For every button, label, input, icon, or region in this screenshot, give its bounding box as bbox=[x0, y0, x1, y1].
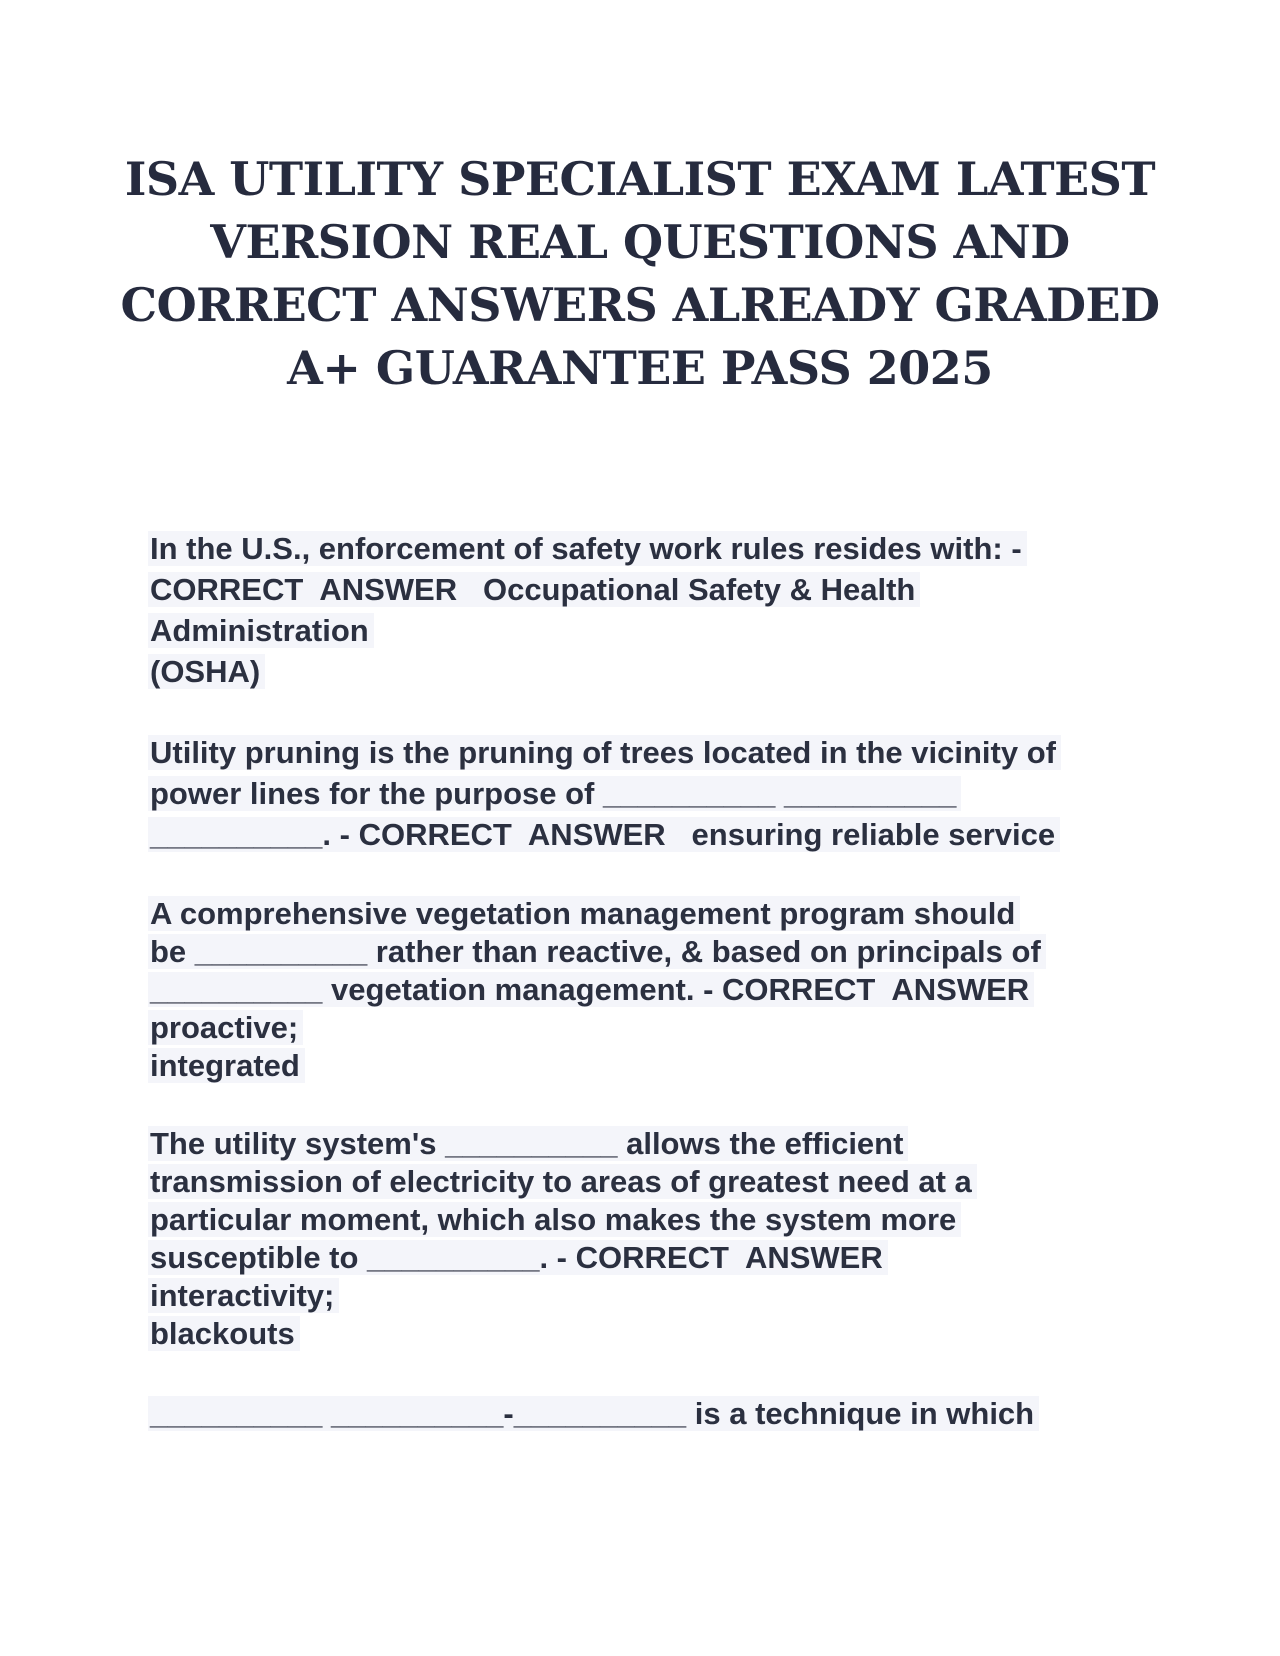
document-title bbox=[120, 148, 1160, 400]
title-line: ISA UTILITY SPECIALIST EXAM LATEST bbox=[124, 152, 1156, 206]
qa-line: interactivity; bbox=[148, 1278, 339, 1313]
qa-line: CORRECT ANSWER Occupational Safety & Health bbox=[148, 572, 920, 607]
qa-line: __________ vegetation management. - CORRECT ANSWER bbox=[148, 972, 1034, 1007]
qa-list bbox=[150, 528, 1150, 1474]
qa-line: proactive; bbox=[148, 1010, 303, 1045]
qa-line: Administration bbox=[148, 613, 374, 648]
qa-item-interactivity bbox=[150, 1125, 1150, 1353]
qa-item-technique bbox=[150, 1393, 1150, 1434]
qa-line: susceptible to __________. - CORRECT ANSWER bbox=[148, 1240, 888, 1275]
qa-line: transmission of electricity to areas of greatest need at a bbox=[148, 1164, 977, 1199]
qa-item-utility-pruning bbox=[150, 732, 1150, 855]
qa-line: particular moment, which also makes the system more bbox=[148, 1202, 961, 1237]
title-line: A+ GUARANTEE PASS 2025 bbox=[287, 341, 993, 395]
qa-line: blackouts bbox=[148, 1316, 300, 1351]
title-line: CORRECT ANSWERS ALREADY GRADED bbox=[120, 278, 1160, 332]
qa-line: integrated bbox=[148, 1048, 305, 1083]
qa-line: __________. - CORRECT ANSWER ensuring reliable service bbox=[148, 817, 1060, 852]
qa-line: __________ __________-__________ is a technique in which bbox=[148, 1396, 1039, 1431]
qa-item-vegetation-management bbox=[150, 895, 1150, 1085]
qa-item-osha bbox=[150, 528, 1150, 692]
qa-line: Utility pruning is the pruning of trees located in the vicinity of bbox=[148, 735, 1061, 770]
qa-line: be __________ rather than reactive, & based on principals of bbox=[148, 934, 1046, 969]
qa-line: In the U.S., enforcement of safety work rules resides with: - bbox=[148, 531, 1027, 566]
title-line: VERSION REAL QUESTIONS AND bbox=[210, 215, 1070, 269]
qa-line: power lines for the purpose of __________ __________ bbox=[148, 776, 961, 811]
qa-line: The utility system's __________ allows the efficient bbox=[148, 1126, 908, 1161]
qa-line: A comprehensive vegetation management program should bbox=[148, 896, 1020, 931]
qa-line: (OSHA) bbox=[148, 654, 265, 689]
